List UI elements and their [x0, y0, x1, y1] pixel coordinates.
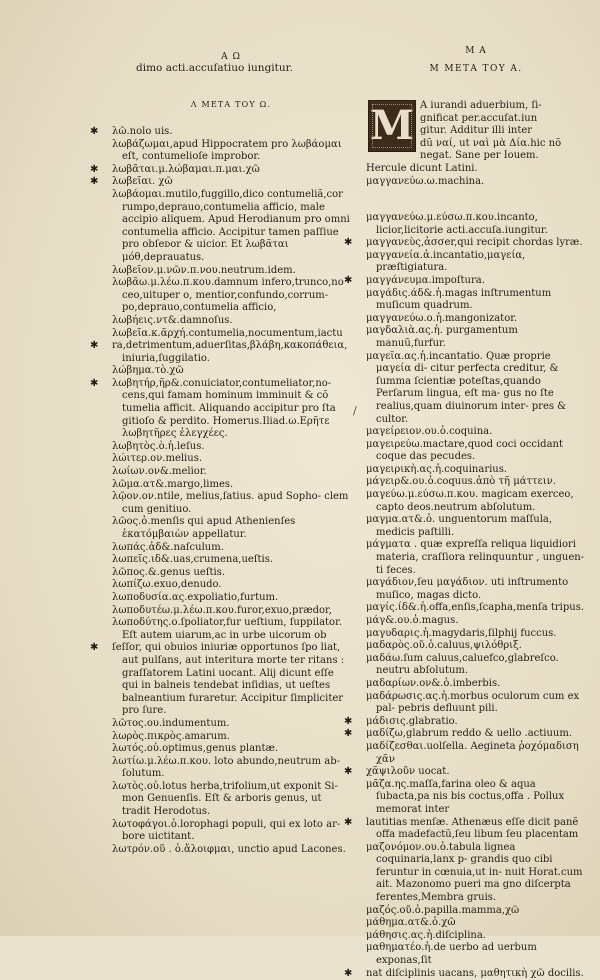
text-line: negat. Sane per Iouem.	[420, 150, 539, 162]
entry-text: λωπάς.ἀδ&.naſculum.	[112, 541, 224, 553]
entry-text: λωτὸς.οὐ.lotus herba,trifolium,ut exponit Si- mon Genuenſis. Eſt & arboris genus, ut tradit Herodotus.	[112, 780, 338, 818]
entry-text: λῶμα.ατ&.margo,limes.	[112, 478, 234, 490]
entry-text: μαζός.οῦ.ὁ.papilla.mamma,χῶ	[366, 904, 520, 916]
dictionary-entry	[112, 592, 350, 605]
entry-text: μάθημα.ατ&.ὁ.χῶ	[366, 917, 456, 929]
entry-text: μαδαρίων.ον&.ὁ.imberbis.	[366, 677, 501, 689]
dictionary-entry	[366, 930, 586, 943]
dictionary-entry	[366, 539, 586, 577]
entry-text: λωβεῖον.μ.νῶν.π.νου.neutrum.idem.	[112, 264, 296, 276]
dictionary-entry	[112, 516, 350, 541]
dictionary-entry	[366, 615, 586, 628]
entry-text: μάγειρ&.ου.ὁ.coquus.ἀπὸ τῆ μάττειν.	[366, 476, 556, 488]
dictionary-entry	[366, 905, 586, 918]
dictionary-entry	[366, 351, 586, 427]
entry-text: μαγεῖα.ας.ἡ.incantatio. Quæ proprie μαγεία di- citur perfecta creditur, & ſumma ſcientiæ poteſtas,quando Perſarum lingua, eſt ma- gus no ſte realius,quam diuinorum inter- pres & cultor.	[366, 350, 567, 425]
entry-text: μαγίς.ίδ&.ἡ.offa,enſis,ſcapha,menſa tripus.	[366, 602, 585, 614]
dictionary-entry	[366, 842, 586, 905]
entry-text: ra,detrimentum,aduerſitas,βλάβη,κακοπάθεια, iniuria,ſuggilatio.	[112, 340, 348, 364]
section-title: Λ ΜΕΤΑ ΤΟΥ Ω.	[190, 100, 272, 109]
initial-text	[420, 100, 586, 163]
asterisk-mark: ✱	[344, 728, 353, 740]
dictionary-entry	[344, 816, 586, 842]
entry-text: λωβήεις.ντ&.damnoſus.	[112, 314, 233, 326]
dictionary-entry	[112, 139, 350, 164]
text-line: μαγγανεύω.ω.machina.	[366, 175, 485, 187]
asterisk-mark: ✱	[344, 237, 353, 249]
entry-text: λωπίζω.exuo,denudo.	[112, 579, 222, 591]
entry-text: μαγυδαρις.ἡ.magydaris,ſilphij fuccus.	[366, 627, 557, 639]
dictionary-entry	[90, 377, 350, 441]
dictionary-entry	[366, 313, 586, 326]
entry-text: ſeſſor, qui obuios iniuriæ opportunos ſpo liat, aut pulſans, aut interitura morte ter ritans : graſſatorem Latini uocant. Alij dicunt eſſe qui in balneis tendebat inſidias, ut ueſtes balneantium furaretur. Accipitur ſimpliciter pro ſure.	[112, 642, 345, 717]
asterisk-mark: ✱	[90, 377, 99, 389]
dictionary-entry	[344, 274, 586, 288]
asterisk-mark: ✱	[90, 340, 99, 352]
decorated-initial	[368, 100, 416, 152]
dictionary-entry	[344, 728, 586, 741]
entry-text: μαζονόμον.ου.ὁ.tabula lignea coquinaria,lanx p- grandis quo cibi feruntur in cœnuia,ut in- nuit Horat.cum ait. Mazonomo pueri ma gno diſcerpta ferentes,Membra gruis.	[366, 841, 583, 904]
dictionary-entry	[112, 328, 350, 341]
dictionary-entry	[112, 542, 350, 555]
entry-text: λωρὸς.πικρὸς.amarum.	[112, 730, 230, 742]
entry-text: μαγδαλιὰ.ας.ἡ. purgamentum manuũ,furfur.	[366, 325, 518, 349]
dictionary-entry	[112, 479, 350, 492]
text-line: A iurandi aduerbium, ſi-	[420, 100, 542, 111]
dictionary-entry	[112, 365, 350, 378]
entry-text: μαθηματέο.ἡ.de uerbo ad uerbum exponas,ſit	[366, 942, 537, 967]
entry-text: λωίων.ον&.melior.	[112, 466, 207, 478]
entry-text: μαγγανεὺς,ἀσσer,qui recipit chordas lyræ.	[366, 237, 583, 249]
dictionary-entry	[90, 340, 350, 365]
entry-text: λωποδυσία.ας.expoliatio,furtum.	[112, 591, 279, 603]
entry-text: μάθησις.ας.ἡ.diſciplina.	[366, 929, 486, 941]
dictionary-entry	[344, 715, 586, 729]
dictionary-entry	[112, 188, 353, 265]
dictionary-entry	[366, 476, 586, 489]
dictionary-entry	[112, 605, 350, 618]
running-head: Μ Α	[465, 46, 487, 56]
dictionary-entry	[366, 439, 586, 464]
entry-text: μαγγάνευμα.impoſtura.	[366, 274, 485, 286]
dictionary-entry	[112, 315, 350, 328]
entry-list	[90, 126, 353, 856]
dictionary-entry	[366, 426, 586, 439]
dictionary-entry	[112, 743, 350, 756]
entry-text: λωβάομαι.mutilo,fuggillo,dico contumeliã,cor rumpo,deprauo,contumelia afficio, male accipio aliquem. Apud Herodianum pro omni contumelia afficio. Accipitur tamen paſſiue pro obſeᴅor & uicior. Et λωβᾶται μόθ,deprauatus.	[112, 188, 350, 263]
asterisk-mark: ✱	[90, 176, 99, 188]
dictionary-entry	[90, 176, 350, 189]
entry-text: λωβεῖαι. χῶ	[112, 176, 173, 188]
carry-over-line: dimo acti.accuſatiuo iungitur.	[136, 62, 293, 74]
entry-text: λῶος.ὁ.menſis qui apud Athenienſes ἑκατόμβαιὼν appellatur.	[112, 516, 296, 540]
entry-text: lautitias menſæ. Athenæus eſſe dicit panẽ offa madefactũ,ſeu libum ſeu placentam	[366, 816, 579, 841]
dictionary-entry	[112, 491, 350, 516]
dictionary-entry	[366, 288, 586, 313]
entry-text: μάδισις.glabratio.	[366, 715, 458, 727]
asterisk-mark: ✱	[344, 715, 353, 727]
dictionary-entry	[112, 274, 353, 315]
entry-text: λώβημα.τὸ.χῶ	[112, 365, 184, 377]
entry-text: λῷον.ον.ntile, melius,ſatius. apud Sopho- clem cum genitiuo.	[112, 491, 349, 515]
entry-text: μαδίζεσθαι.uolſella. Aegineta ῥοχόμαδιση χᾶν	[366, 740, 579, 765]
asterisk-mark: ✱	[90, 126, 99, 137]
dictionary-entry	[112, 554, 350, 567]
initial-text-continued	[366, 163, 586, 188]
dictionary-entry	[366, 628, 586, 641]
entry-text: λωτρόν.οῦ . ὁ.ἄλοιφμαι, unctio apud Lacones.	[112, 843, 346, 855]
dictionary-entry	[366, 514, 586, 539]
entry-text: μαγγανεύω.ο.ἡ.mangonizator.	[366, 312, 518, 324]
dictionary-entry	[112, 731, 350, 744]
entry-text: λωβᾶω.μ.λέω.π.κου.damnum infero,trunco,no ceo,uituper o, mentior,confundo,corrum- po,deprauo,contumelia afficio,	[112, 277, 344, 314]
entry-text: λωποδυτέω.μ.λέω.π.κου.furor,exuo,prædor,	[112, 604, 332, 616]
entry-text: λωβεῖα.κ.ᾶρχή.contumelia,nocumentum,iactu	[112, 327, 343, 339]
entry-text: μᾶζα.ης.maſſa,farina oleo & aqua ſubacta,pa nis bis coctus,offa . Pollux memorat inter	[366, 778, 565, 815]
dictionary-entry	[112, 453, 350, 466]
dictionary-entry	[366, 212, 586, 237]
dictionary-entry	[344, 237, 586, 250]
entry-text: λῶ.nolo uis.	[112, 126, 173, 137]
entry-text: μαγειρικὴ.ας.ἡ.coquinarius.	[366, 463, 508, 475]
dictionary-entry	[112, 781, 350, 819]
entry-text: λωβάζωμαι,apud Hippocratem pro λωβάομαι eſt, contumelioſe improbor.	[112, 138, 342, 163]
dictionary-entry	[112, 844, 350, 857]
entry-text: μαγεύω.μ.εύσω.π.κου. magicam exerceo, capto deos.neutrum abſolutum.	[366, 489, 574, 513]
entry-text: λωπεῖς.ιδ&.uas,crumena,ueſtis.	[112, 554, 274, 566]
entry-text: μάγ&.ου.ὁ.magus.	[366, 615, 459, 626]
asterisk-mark: ✱	[344, 766, 353, 778]
text-line: gitur. Additur illi inter	[420, 125, 533, 137]
entry-text: λῶτος.ου.indumentum.	[112, 717, 230, 729]
dictionary-entry	[90, 126, 350, 139]
entry-text: λωβητὸς.ὸ.ἡ.leſus.	[112, 440, 205, 452]
dictionary-entry	[112, 617, 350, 642]
dictionary-entry	[366, 325, 586, 350]
entry-text: μαδάρωσις.ας.ἡ.morbus oculorum cum ex pal- pebris defluunt pili.	[366, 690, 580, 715]
dictionary-entry	[90, 163, 350, 177]
dictionary-entry	[366, 741, 586, 766]
asterisk-mark: ✱	[90, 642, 99, 654]
entry-list	[344, 212, 586, 980]
asterisk-mark: ✱	[344, 274, 353, 286]
entry-text: λωτίω.μ.λέω.π.κου. loto abundo,neutrum ab- ſolutum.	[112, 755, 340, 780]
dictionary-entry	[366, 489, 586, 514]
margin-mark: /	[353, 404, 357, 417]
dictionary-entry	[344, 766, 586, 779]
entry-text: μαγειρεύω.mactare,quod coci occidant coque das pecudes.	[366, 438, 563, 463]
dictionary-entry	[112, 441, 350, 454]
dictionary-entry	[366, 678, 586, 691]
dictionary-entry	[344, 967, 586, 980]
text-line: gnificat per.accuſat.iun	[420, 112, 538, 124]
entry-text: χᾶψιλοῦν uocat.	[366, 766, 450, 778]
dictionary-entry	[112, 265, 350, 278]
dictionary-entry	[366, 464, 586, 477]
asterisk-mark: ✱	[344, 816, 353, 828]
entry-text: μαγγανεία.ἀ.incantatio,μαγεία, præſtigiatura.	[366, 249, 526, 274]
dictionary-entry	[366, 640, 586, 653]
entry-text: μαγγανεύω.μ.εύσω.π.κου.incanto, licior,licitorie acti.accuſa.iungitur.	[366, 212, 548, 236]
dictionary-entry	[366, 779, 586, 817]
entry-text: λώιτερ.ον.melius.	[112, 453, 203, 465]
dictionary-entry	[90, 642, 350, 718]
entry-text: μαγείρειον.ου.ὁ.coquina.	[366, 426, 493, 438]
entry-text: λωποδύτης.ο.ſpoliator,fur ueſtium, ſuppilator. Eſt autem uiarum,ac in urbe uicorum ob	[112, 617, 342, 641]
text-line: dũ ναί, ut ναὶ μὰ Δία.hic nõ	[420, 137, 562, 149]
dictionary-entry	[112, 816, 353, 844]
entry-text: λωβᾶται.μ.λώβαμαι.π.μαι.χῶ	[112, 163, 260, 175]
dictionary-entry	[112, 715, 353, 731]
entry-text: λωβητήρ,ῆρ&.conuiciator,contumeliator,no- cens,qui famam hominum imminuit & cõ tumelia afficit. Aliquando accipitur pro ſta gitioſo & perdito. Homerus.Iliad.ω.Ερῆτε λωβητῆρες ἐλεγχέες.	[112, 377, 336, 440]
dictionary-entry	[366, 577, 586, 602]
dictionary-entry	[112, 755, 353, 781]
dictionary-entry	[366, 653, 586, 678]
entry-text: μαδάω.ſum caluus,caluefco,glabreſco. neutru abſolutum.	[366, 652, 559, 677]
entry-text: μαδίζω,glabrum reddo & uello .actiuum.	[366, 728, 573, 740]
section-title: Μ ΜΕΤΑ ΤΟΥ Α.	[429, 64, 523, 74]
dictionary-entry	[366, 250, 586, 275]
initial-letter: M	[369, 102, 415, 149]
dictionary-entry	[112, 567, 350, 580]
dictionary-entry	[366, 942, 586, 967]
entry-text: λῶπος.&.genus ueſtis.	[112, 566, 226, 578]
entry-text: μάγματα . quæ expreſſa reliqua liquidiori materia, craſſiora relinquuntur , unguen- ti feces.	[366, 539, 585, 576]
asterisk-mark: ✱	[90, 163, 99, 175]
asterisk-mark: ✱	[344, 967, 353, 979]
entry-text: μαγάδις.άδ&.ἡ.magas inſtrumentum muſicum quadrum.	[366, 287, 552, 312]
dictionary-entry	[366, 602, 586, 615]
dictionary-entry	[366, 917, 586, 930]
entry-text: λωτοφάγοι.ὁ.lorophagi populi, qui ex loto ar- bore uictitant.	[112, 818, 341, 843]
dictionary-entry	[112, 579, 350, 592]
entry-text: nat diſciplinis uacans, μαθητικὴ χῶ docilis.	[366, 967, 584, 979]
running-head: A Ω	[221, 52, 241, 62]
dictionary-entry	[366, 691, 586, 716]
entry-text: μαγάδιον,ſeu μαγάδιον. uti inſtrumento muſico, magas dicto.	[366, 577, 569, 601]
entry-text: λωτός.οὐ.optimus,genus plantæ.	[112, 743, 279, 755]
dictionary-entry	[112, 466, 350, 479]
entry-text: μαγμα.ατ&.ὁ. unguentorum maſſula, medicis paſtilli.	[366, 514, 553, 538]
text-line: Hercule dicunt Latini.	[366, 163, 478, 174]
entry-text: μαδαρὸς.οῦ.ὁ.caluus,ψιλόθριξ.	[366, 640, 522, 652]
initial-block	[366, 100, 586, 212]
